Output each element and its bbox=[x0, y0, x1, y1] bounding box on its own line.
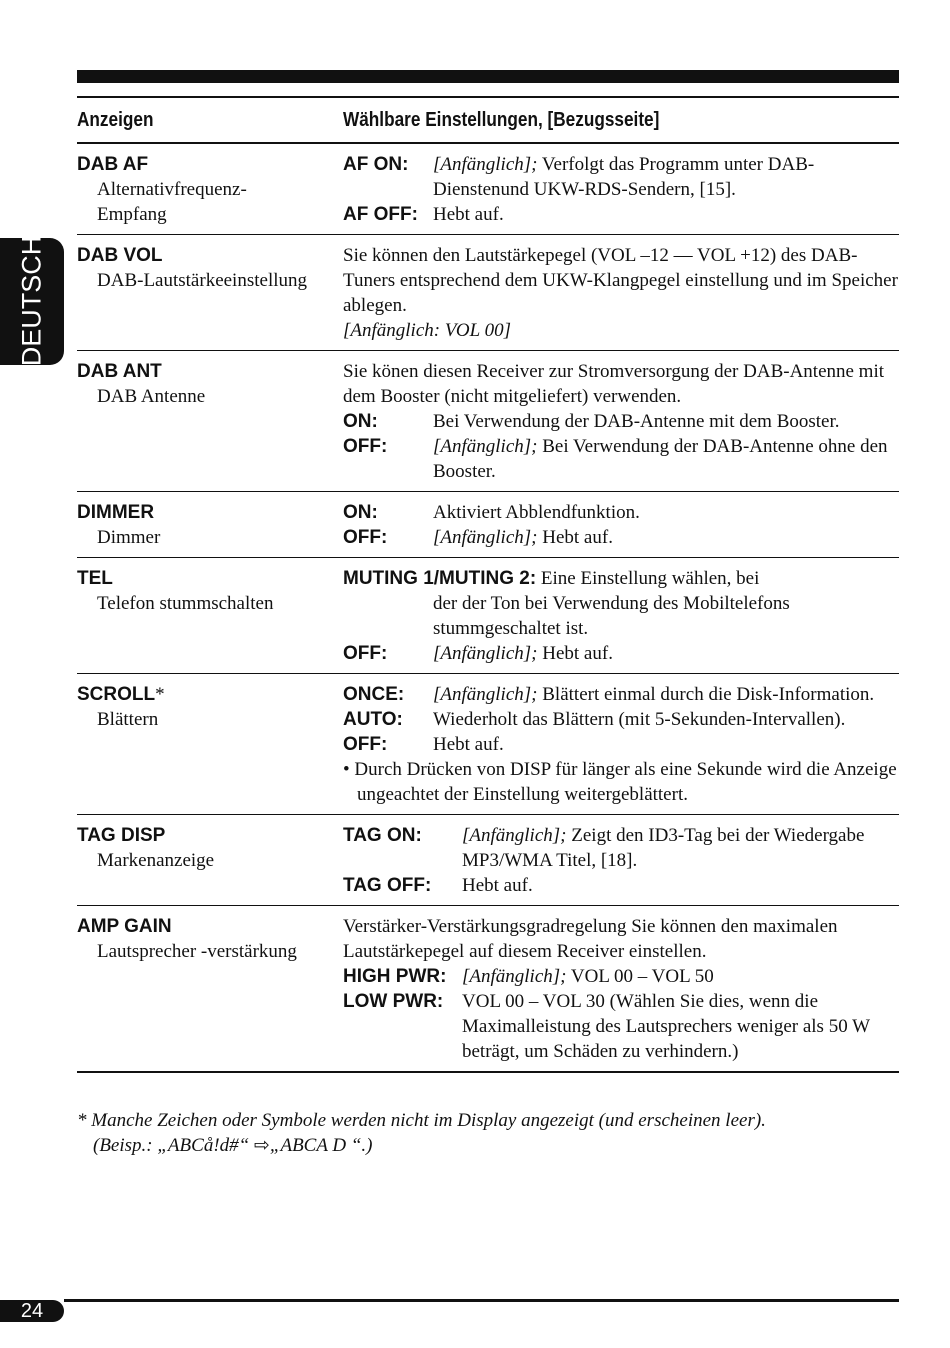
language-tab bbox=[0, 235, 64, 367]
option-key: AUTO: bbox=[343, 709, 403, 730]
footnote-line: (Beisp.: „ABCå!d#“ bbox=[93, 1135, 254, 1156]
setting-desc: Alternativfrequenz- bbox=[97, 179, 247, 200]
setting-desc: Dimmer bbox=[97, 527, 161, 548]
setting-desc: Telefon stummschalten bbox=[97, 593, 274, 614]
top-rule bbox=[77, 70, 899, 83]
option-key: OFF: bbox=[343, 643, 388, 664]
table-row-dimmer bbox=[77, 492, 899, 558]
table-header bbox=[77, 98, 899, 144]
option-text: Eine Einstellung wählen, bei bbox=[536, 568, 760, 589]
initial-marker: [Anfänglich]; bbox=[433, 643, 538, 664]
option-key: HIGH PWR: bbox=[343, 966, 447, 987]
initial-marker: [Anfänglich]; bbox=[462, 966, 567, 987]
setting-name: DAB AF bbox=[77, 154, 149, 175]
setting-desc: Markenanzeige bbox=[97, 850, 215, 871]
option-key: TAG ON: bbox=[343, 825, 422, 846]
option-key: ON: bbox=[343, 502, 378, 523]
setting-name: DAB VOL bbox=[77, 245, 163, 266]
option-key: OFF: bbox=[343, 436, 388, 457]
option-key: LOW PWR: bbox=[343, 991, 444, 1012]
table-row-scroll bbox=[77, 674, 899, 815]
setting-desc: DAB-Lautstärkeeinstellung bbox=[97, 270, 308, 291]
table-row-dab-af bbox=[77, 144, 899, 235]
option-text: Blättert einmal durch die Disk-Information. bbox=[537, 684, 875, 705]
footnote bbox=[77, 1108, 899, 1158]
option-text: Hebt auf. bbox=[462, 875, 533, 896]
header-col-einstellungen: Wählbare Einstellungen, [Bezugsseite] bbox=[343, 108, 660, 131]
option-text: Hebt auf. bbox=[537, 643, 613, 664]
arrow-icon: ⇨ bbox=[253, 1134, 270, 1156]
table-row-tag-disp bbox=[77, 815, 899, 906]
option-text: Aktiviert Abblendfunktion. bbox=[433, 502, 640, 523]
setting-name: DAB ANT bbox=[77, 361, 162, 382]
language-tab-label: DEUTSCH bbox=[16, 235, 47, 367]
option-text: VOL 00 – VOL 30 (Wählen Sie dies, wenn die Maximalleistung des Lautsprechers weniger als 50 W beträgt, um Schäden zu verhindern.) bbox=[462, 991, 870, 1062]
setting-name: AMP GAIN bbox=[77, 916, 172, 937]
setting-name: TEL bbox=[77, 568, 113, 589]
setting-desc: DAB Antenne bbox=[97, 386, 206, 407]
initial-marker: [Anfänglich: VOL 00] bbox=[343, 320, 511, 341]
initial-marker: [Anfänglich]; bbox=[433, 527, 538, 548]
setting-name: SCROLL bbox=[77, 684, 156, 705]
option-text: Hebt auf. bbox=[433, 204, 504, 225]
setting-name: TAG DISP bbox=[77, 825, 166, 846]
setting-desc: Blättern bbox=[97, 709, 159, 730]
setting-name: DIMMER bbox=[77, 502, 155, 523]
setting-text: Sie können den Lautstärkepegel (VOL –12 — VOL +12) des DAB-Tuners entsprechend dem UKW-Klangpegel einstellung und im Speicher ablegen. bbox=[343, 245, 898, 316]
option-text: Zeigt den ID3-Tag bei der Wiedergabe MP3/WMA Titel, [18]. bbox=[462, 825, 865, 871]
option-key: AF OFF: bbox=[343, 204, 418, 225]
initial-marker: [Anfänglich]; bbox=[433, 684, 538, 705]
initial-marker: [Anfänglich]; bbox=[433, 436, 538, 457]
initial-marker: [Anfänglich]; bbox=[433, 154, 538, 175]
footnote-line: * Manche Zeichen oder Symbole werden nicht im Display angezeigt (und erscheinen leer). bbox=[77, 1110, 766, 1131]
option-text: Verfolgt das Programm unter DAB-Dienstenund UKW-RDS-Sendern, [15]. bbox=[433, 154, 815, 200]
bottom-rule bbox=[64, 1299, 899, 1302]
setting-desc: Lautsprecher -verstärkung bbox=[97, 941, 297, 962]
footnote-line: „ABCA D “.) bbox=[269, 1135, 373, 1156]
option-key: AF ON: bbox=[343, 154, 409, 175]
setting-text: Verstärker-Verstärkungsgradregelung Sie können den maximalen Lautstärkepegel auf diesem Receiver einstellen. bbox=[343, 916, 838, 962]
bullet-note: • Durch Drücken von DISP für länger als eine Sekunde wird die Anzeige ungeachtet der Einstellung weitergeblättert. bbox=[343, 759, 897, 805]
option-key: TAG OFF: bbox=[343, 875, 432, 896]
option-key: ON: bbox=[343, 411, 378, 432]
option-text: VOL 00 – VOL 50 bbox=[566, 966, 714, 987]
option-text: Hebt auf. bbox=[433, 734, 504, 755]
setting-desc: Empfang bbox=[97, 204, 167, 225]
option-key: ONCE: bbox=[343, 684, 405, 705]
option-key: OFF: bbox=[343, 734, 388, 755]
table-row-dab-vol bbox=[77, 235, 899, 351]
option-text: Wiederholt das Blättern (mit 5-Sekunden-Intervallen). bbox=[433, 709, 846, 730]
option-key: MUTING 1/MUTING 2: bbox=[343, 568, 537, 589]
setting-text: Sie könen diesen Receiver zur Stromversorgung der DAB-Antenne mit dem Booster (nicht mitgeliefert) verwenden. bbox=[343, 361, 885, 407]
settings-table bbox=[77, 96, 899, 1073]
footnote-star: * bbox=[155, 684, 165, 705]
option-text-cont: der der Ton bei Verwendung des Mobiltelefons stummgeschaltet ist. bbox=[433, 593, 790, 639]
page-number: 24 bbox=[0, 1300, 64, 1322]
option-key: OFF: bbox=[343, 527, 388, 548]
option-text: Hebt auf. bbox=[537, 527, 613, 548]
option-text: Bei Verwendung der DAB-Antenne mit dem Booster. bbox=[433, 411, 840, 432]
header-col-anzeigen: Anzeigen bbox=[77, 108, 154, 131]
table-row-tel bbox=[77, 558, 899, 674]
table-row-amp-gain bbox=[77, 906, 899, 1073]
option-text: Bei Verwendung der DAB-Antenne ohne den Booster. bbox=[433, 436, 888, 482]
initial-marker: [Anfänglich]; bbox=[462, 825, 567, 846]
table-row-dab-ant bbox=[77, 351, 899, 492]
